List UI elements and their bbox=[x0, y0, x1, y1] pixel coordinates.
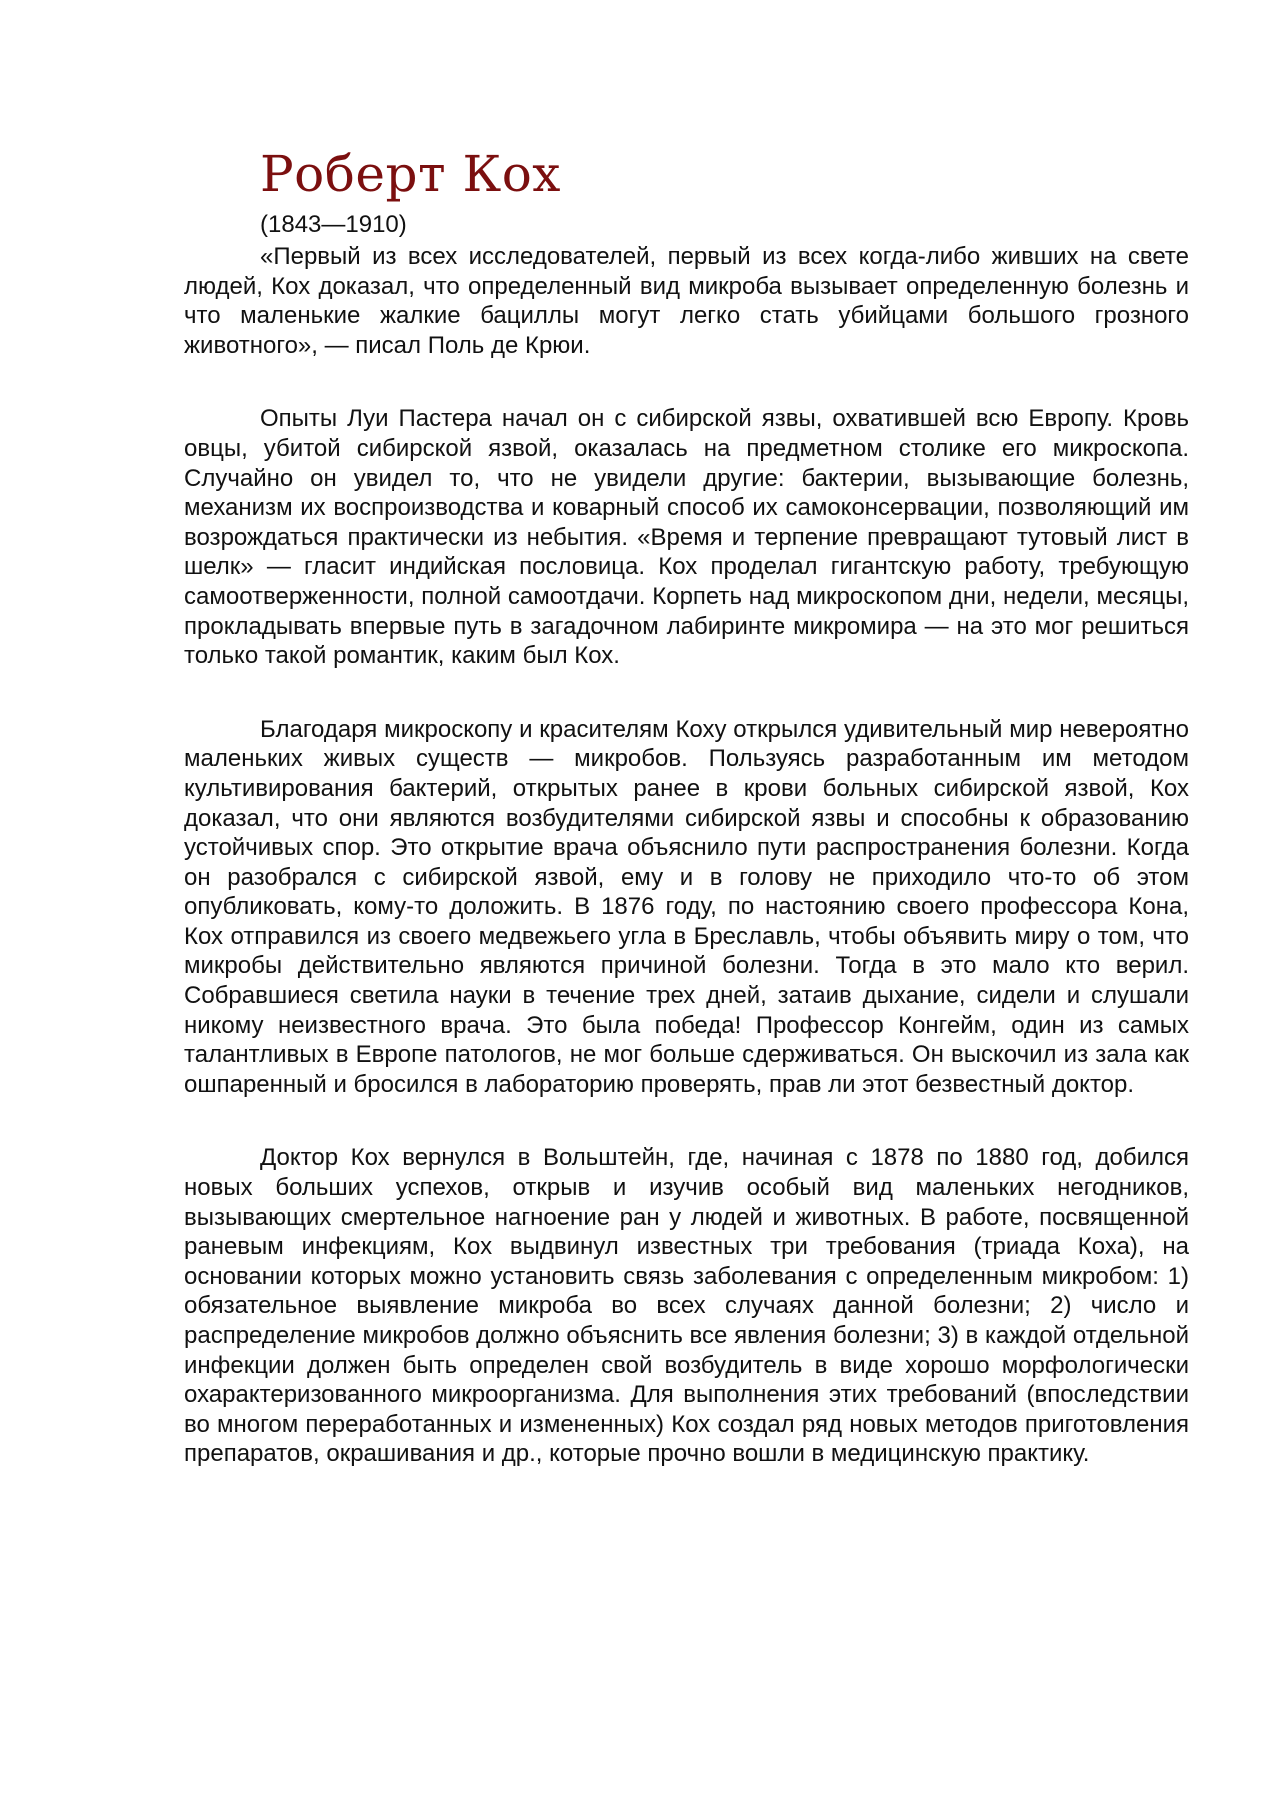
life-years: (1843—1910) bbox=[260, 211, 407, 238]
page-title: Роберт Кох bbox=[260, 145, 561, 203]
paragraph-microbes: Благодаря микроскопу и красителям Коху открылся удивительный мир невероятно маленьких живых существ — микробов. Пользуясь разработанным им методом культивирования бактерий, открытых ранее в крови больных сибирской язвой, Кох доказал, что они являются возбудителями сибирской язвы и способны к образованию устойчивых спор. Это открытие врача объяснило пути распространения болезни. Когда он разобрался с сибирской язвой, ему и в голову не приходило что-то об этом опубликовать, кому-то доложить. В 1876 году, по настоянию своего профессора Кона, Кох отправился из своего медвежьего угла в Бреславль, чтобы объявить миру о том, что микробы действительно являются причиной болезни. Тогда в это мало кто верил. Собравшиеся светила науки в течение трех дней, затаив дыхание, сидели и слушали никому неизвестного врача. Это была победа! Профессор Конгейм, один из самых талантливых в Европе патологов, не мог больше сдерживаться. Он выскочил из зала как ошпаренный и бросился в лабораторию проверять, прав ли этот безвестный доктор. bbox=[184, 715, 1189, 1098]
paragraph-koch-postulates: Доктор Кох вернулся в Вольштейн, где, начиная с 1878 по 1880 год, добился новых больших успехов, открыв и изучив особый вид маленьких негодников, вызывающих смертельное нагноение ран у людей и животных. В работе, посвященной раневым инфекциям, Кох выдвинул известных три требования (триада Коха), на основании которых можно установить связь заболевания с определенным микробом: 1) обязательное выявление микроба во всех случаях данной болезни; 2) число и распределение микробов должно объяснить все явления болезни; 3) в каждой отдельной инфекции должен быть определен свой возбудитель в виде хорошо морфологически охарактеризованного микроорганизма. Для выполнения этих требований (впоследствии во многом переработанных и измененных) Кох создал ряд новых методов приготовления препаратов, окрашивания и др., которые прочно вошли в медицинскую практику. bbox=[184, 1144, 1189, 1468]
document-page bbox=[184, 140, 1189, 1469]
paragraph-anthrax: Опыты Луи Пастера начал он с сибирской язвы, охватившей всю Европу. Кровь овцы, убитой сибирской язвой, оказалась на предметном столике его микроскопа. Случайно он увидел то, что не увидели другие: бактерии, вызывающие болезнь, механизм их воспроизводства и коварный способ их самоконсервации, позволяющий им возрождаться практически из небытия. «Время и терпение превращают тутовый лист в шелк» — гласит индийская пословица. Кох проделал гигантскую работу, требующую самоотверженности, полной самоотдачи. Корпеть над микроскопом дни, недели, месяцы, прокладывать впервые путь в загадочном лабиринте микромира — на это мог решиться только такой романтик, каким был Кох. bbox=[184, 405, 1189, 670]
paragraph-quote: «Первый из всех исследователей, первый из всех когда-либо живших на свете людей, Кох доказал, что определенный вид микроба вызывает определенную болезнь и что маленькие жалкие бациллы могут легко стать убийцами большого грозного животного», — писал Поль де Крюи. bbox=[184, 243, 1189, 359]
